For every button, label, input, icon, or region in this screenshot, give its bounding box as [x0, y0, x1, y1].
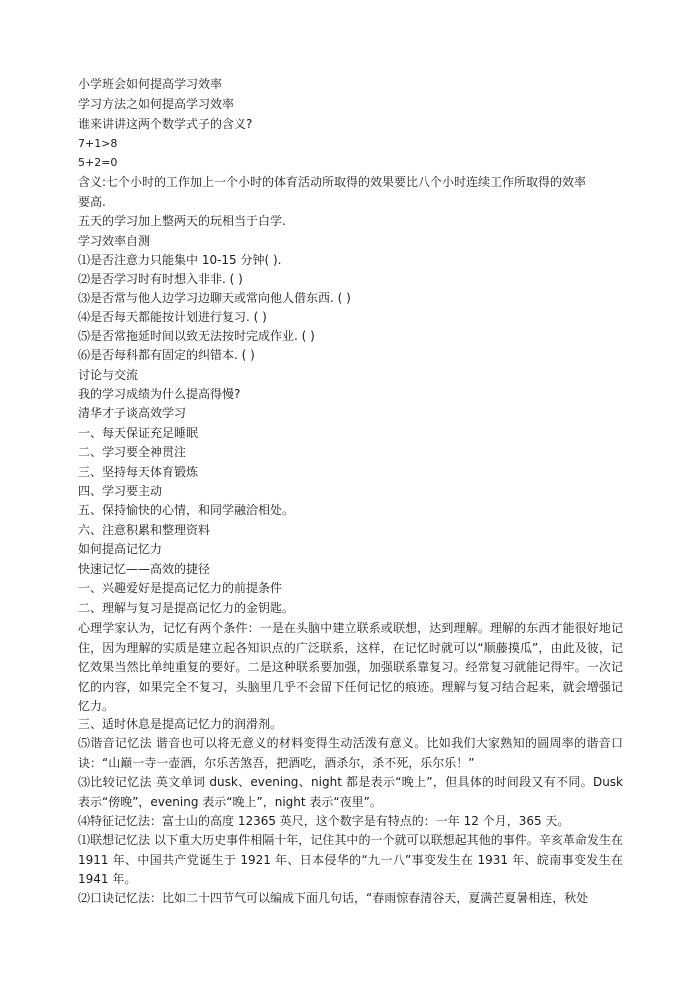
memory-point-2: 二、理解与复习是提高记忆力的金钥匙。 — [78, 601, 295, 615]
formula-2: 5+2=0 — [78, 156, 118, 169]
formula-1: 7+1>8 — [78, 137, 118, 150]
psychology-paragraph: 心理学家认为，记忆有两个条件：一是在头脑中建立联系或联想，达到理解。理解的东西才能很好地记住，因为理解的实质是建立起各知识点的广泛联系，这样，在记忆时就可以“顺藤摸瓜”，由此及彼，记忆效果当然比单纯重复的要好。二是这种联系要加强，加强联系靠复习。经常复习就能记得牢。一次记忆的内容，如果完全不复习，头脑里几乎不会留下任何记忆的痕迹。理解与复习结合起来，就会增强记忆力。 — [78, 621, 623, 713]
tip-item-4: 四、学习要主动 — [78, 484, 163, 498]
meaning-line: 含义:七个小时的工作加上一个小时的体育活动所取得的效果要比八个小时连续工作所取得的效率 — [78, 175, 587, 189]
question-line: 谁来讲讲这两个数学式子的含义? — [78, 117, 253, 131]
self-test-item-4: ⑷是否每天都能按计划进行复习. ( ) — [78, 310, 267, 324]
memory-point-1: 一、兴趣爱好是提高记忆力的前提条件 — [78, 581, 283, 595]
section-subheading: 快速记忆——高效的捷径 — [78, 562, 211, 576]
self-test-item-6: ⑹是否每科都有固定的纠错本. ( ) — [78, 348, 255, 362]
tip-item-2: 二、学习要全神贯注 — [78, 445, 187, 459]
meaning-conclusion: 五天的学习加上整两天的玩相当于白学. — [78, 214, 286, 228]
tip-item-5: 五、保持愉快的心情，和同学融洽相处。 — [78, 503, 295, 517]
section-heading: 讨论与交流 — [78, 368, 139, 382]
tip-item-6: 六、注意积累和整理资料 — [78, 523, 211, 537]
memory-method-association: ⑴联想记忆法 以下重大历史事件相隔十年，记住其中的一个就可以联想起其他的事件。辛亥革命发生在 1911 年、中国共产党诞生于 1921 年、日本侵华的“九一八”事变发生在 1931 年、皖南事变发生在 1941 年。 — [78, 833, 623, 886]
tip-item-1: 一、每天保证充足睡眠 — [78, 426, 199, 440]
memory-method-feature: ⑷特征记忆法：富士山的高度 12365 英尺，这个数字是有特点的：一年 12 个月，365 天。 — [78, 814, 570, 828]
section-heading: 清华才子谈高效学习 — [78, 406, 187, 420]
self-test-item-5: ⑸是否常拖延时间以致无法按时完成作业. ( ) — [78, 329, 315, 343]
tip-item-3: 三、坚持每天体育锻炼 — [78, 465, 199, 479]
memory-method-homophone: ⑸谐音记忆法 谐音也可以将无意义的材料变得生动活泼有意义。比如我们大家熟知的圆周率的谐音口诀：“山巅一寺一壶酒，尔乐苦煞吾，把酒吃，酒杀尔，杀不死，乐尔乐！” — [78, 736, 623, 770]
self-test-item-2: ⑵是否学习时有时想入非非. ( ) — [78, 272, 243, 286]
memory-method-comparison: ⑶比较记忆法 英文单词 dusk、evening、night 都是表示“晚上”，但具体的时间段又有不同。Dusk 表示“傍晚”，evening 表示“晚上”，night 表示“夜里”。 — [78, 775, 623, 809]
section-heading: 学习效率自测 — [78, 234, 151, 248]
doc-subtitle: 学习方法之如何提高学习效率 — [78, 97, 235, 111]
doc-title: 小学班会如何提高学习效率 — [78, 77, 223, 91]
meaning-line-cont: 要高. — [78, 195, 106, 209]
memory-method-rhyme: ⑵口诀记忆法：比如二十四节气可以编成下面几句话，“春雨惊春清谷天，夏满芒夏暑相连，秋处 — [78, 891, 589, 905]
memory-point-3: 三、适时休息是提高记忆力的润滑剂。 — [78, 717, 283, 731]
self-test-item-1: ⑴是否注意力只能集中 10-15 分钟( ). — [78, 253, 282, 267]
self-test-item-3: ⑶是否常与他人边学习边聊天或常向他人借东西. ( ) — [78, 291, 351, 305]
section-heading: 如何提高记忆力 — [78, 542, 163, 556]
discussion-question: 我的学习成绩为什么提高得慢? — [78, 387, 241, 401]
